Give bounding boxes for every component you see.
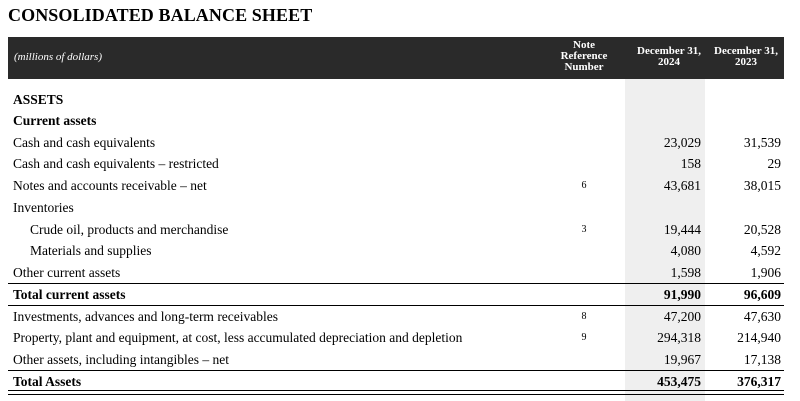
value-2023: 376,317: [737, 374, 781, 389]
table-row: [8, 153, 784, 174]
table-row: [8, 132, 784, 153]
column-header-2024: December 31, 2024: [637, 45, 701, 68]
value-2024: 4,080: [670, 243, 701, 258]
table-row: [8, 89, 784, 110]
value-2024: 43,681: [663, 178, 701, 193]
value-2024: 19,967: [663, 352, 701, 367]
note-ref: 9: [581, 332, 587, 343]
table-row: [8, 262, 784, 283]
subsection-heading-current-assets: Current assets: [13, 113, 97, 128]
table-row: [8, 349, 784, 370]
value-2024: 47,200: [663, 309, 701, 324]
value-2023: 20,528: [743, 222, 781, 237]
row-label: Crude oil, products and merchandise: [30, 222, 229, 237]
column-header-2023: December 31, 2023: [714, 45, 778, 68]
row-label: Investments, advances and long-term receivables: [13, 309, 279, 324]
row-label: Cash and cash equivalents – restricted: [13, 156, 219, 171]
page-title: CONSOLIDATED BALANCE SHEET: [8, 5, 313, 25]
table-row: [8, 305, 784, 327]
table-row: [8, 327, 784, 348]
table-row-total: [8, 370, 784, 392]
value-2024: 158: [680, 156, 701, 171]
value-2023: 96,609: [743, 287, 781, 302]
row-label: Total current assets: [13, 287, 126, 302]
value-2023: 29: [767, 156, 781, 171]
value-2024: 19,444: [663, 222, 701, 237]
table-row: [8, 219, 784, 240]
note-reference-header: Note Reference Number: [560, 39, 608, 73]
note-ref: 3: [581, 224, 587, 235]
table-row: [8, 175, 784, 196]
row-label: Notes and accounts receivable – net: [13, 178, 207, 193]
value-2023: 31,539: [743, 135, 781, 150]
value-2024: 1,598: [670, 265, 701, 280]
value-2023: 1,906: [750, 265, 781, 280]
row-label: Other assets, including intangibles – net: [13, 352, 229, 367]
table-row: [8, 110, 784, 131]
row-label: Materials and supplies: [30, 243, 152, 258]
table-row-subtotal: [8, 283, 784, 305]
row-label: Property, plant and equipment, at cost, less accumulated depreciation and depletion: [13, 330, 463, 345]
value-2024: 453,475: [657, 374, 701, 389]
table-header: [8, 37, 784, 79]
table-row: [8, 197, 784, 218]
value-2023: 38,015: [743, 178, 781, 193]
value-2023: 17,138: [743, 352, 781, 367]
row-label: Inventories: [13, 200, 74, 215]
value-2024: 91,990: [663, 287, 701, 302]
row-label: Total Assets: [13, 374, 82, 389]
value-2023: 47,630: [743, 309, 781, 324]
value-2023: 214,940: [737, 330, 781, 345]
row-label: Other current assets: [13, 265, 121, 280]
row-label: Cash and cash equivalents: [13, 135, 156, 150]
note-ref: 6: [581, 180, 587, 191]
total-double-underline: [8, 390, 784, 395]
note-ref: 8: [581, 311, 587, 322]
value-2023: 4,592: [750, 243, 781, 258]
table-row: [8, 240, 784, 261]
value-2024: 294,318: [657, 330, 701, 345]
units-label: (millions of dollars): [14, 51, 103, 63]
value-2024: 23,029: [663, 135, 701, 150]
section-heading-assets: ASSETS: [13, 92, 64, 107]
